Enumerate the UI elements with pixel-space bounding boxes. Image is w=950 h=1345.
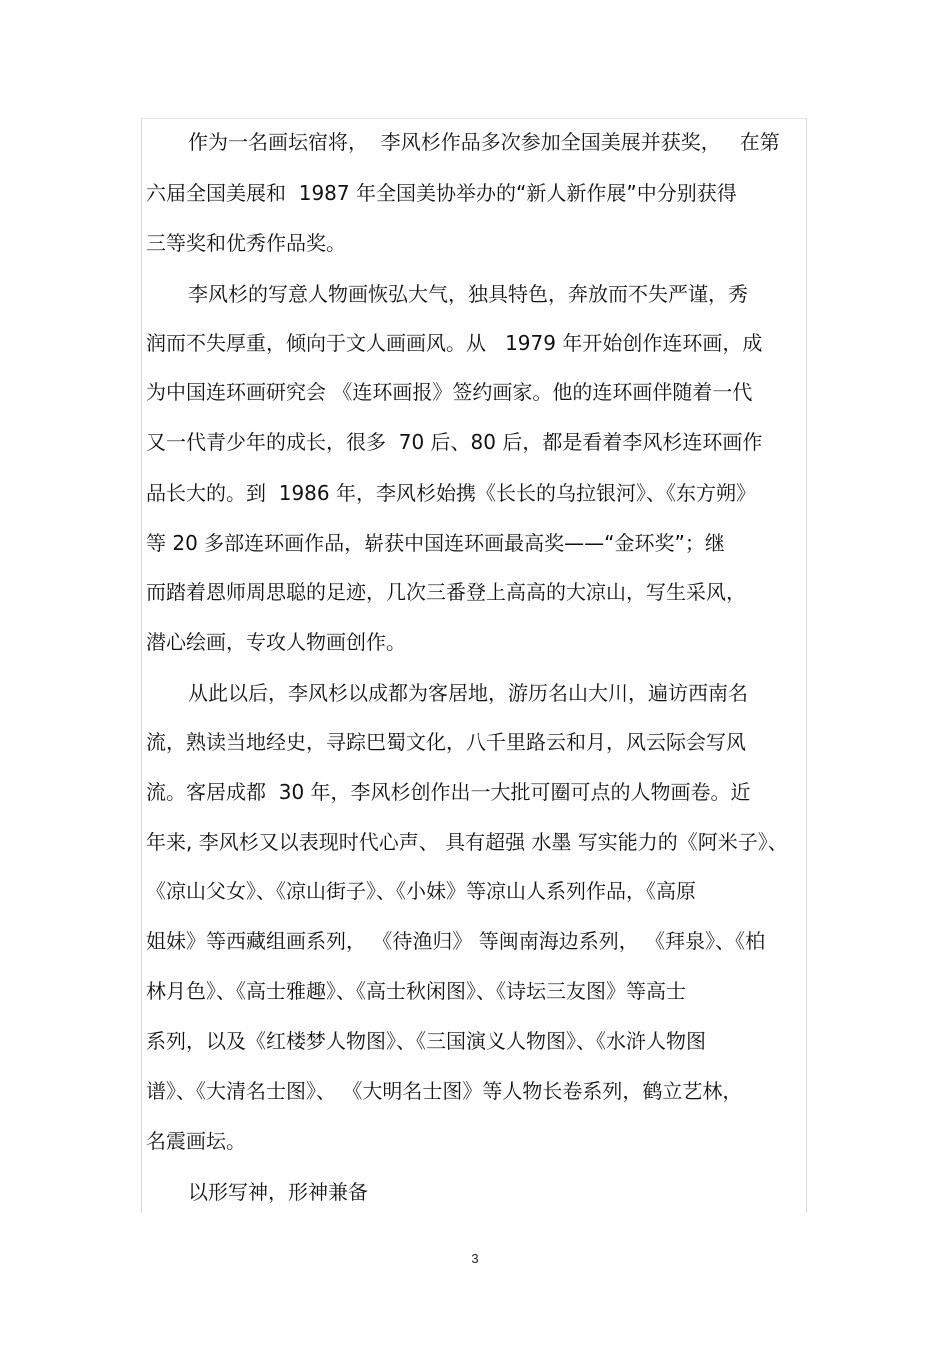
paragraph-2-line-5: 品长大的。到 1986 年，李风杉始携《长长的乌拉银河》、《东方朔》 — [146, 481, 756, 505]
paragraph-3-line-10: 名震画坛。 — [146, 1129, 246, 1153]
paragraph-2-line-4: 又一代青少年的成长，很多 70 后、80 后，都是看着李风杉连环画作 — [146, 430, 763, 454]
frame-left-border — [141, 118, 142, 1213]
paragraph-2-line-3: 为中国连环画研究会 《连环画报》签约画家。他的连环画伴随着一代 — [146, 380, 753, 404]
page-number: 3 — [471, 1251, 479, 1266]
paragraph-3-line-1: 从此以后，李风杉以成都为客居地，游历名山大川，遍访西南名 — [188, 681, 748, 705]
paragraph-1-line-2: 六届全国美展和 1987 年全国美协举办的“新人新作展”中分别获得 — [146, 181, 737, 205]
paragraph-2-line-7: 而踏着恩师周思聪的足迹，几次三番登上高高的大凉山，写生采风， — [146, 580, 746, 604]
paragraph-3-line-2: 流，熟读当地经史，寻踪巴蜀文化，八千里路云和月，风云际会写风 — [146, 730, 746, 754]
paragraph-2-line-6: 等 20 多部连环画作品，崭获中国连环画最高奖——“金环奖”；继 — [146, 531, 725, 555]
paragraph-3-line-8: 系列，以及《红楼梦人物图》、《三国演义人物图》、《水浒人物图 — [146, 1029, 706, 1053]
paragraph-3-line-9: 谱》、《大清名士图》、 《大明名士图》等人物长卷系列，鹤立艺林， — [146, 1079, 743, 1103]
paragraph-1-line-1: 作为一名画坛宿将， 李风杉作品多次参加全国美展并获奖， 在第 — [188, 130, 780, 154]
paragraph-2-line-2: 润而不失厚重，倾向于文人画画风。从 1979 年开始创作连环画，成 — [146, 331, 763, 355]
section-heading: 以形写神，形神兼备 — [188, 1180, 368, 1204]
paragraph-2-line-8: 潜心绘画，专攻人物画创作。 — [146, 630, 406, 654]
frame-right-border — [806, 118, 807, 1213]
frame-top-border — [141, 118, 807, 119]
paragraph-3-line-6: 姐妹》等西藏组画系列， 《待渔归》 等闽南海边系列， 《拜泉》、《柏 — [146, 929, 766, 953]
paragraph-3-line-5: 《凉山父女》、《凉山街子》、《小妹》等凉山人系列作品，《高原 — [146, 879, 696, 903]
paragraph-1-line-3: 三等奖和优秀作品奖。 — [146, 231, 346, 255]
paragraph-3-line-4: 年来, 李风杉又以表现时代心声、 具有超强 水墨 写实能力的《阿米子》、 — [146, 830, 788, 854]
paragraph-3-line-7: 林月色》、《高士雅趣》、《高士秋闲图》、《诗坛三友图》等高士 — [146, 979, 686, 1003]
paragraph-3-line-3: 流。客居成都 30 年，李风杉创作出一大批可圈可点的人物画卷。近 — [146, 780, 751, 804]
paragraph-2-line-1: 李风杉的写意人物画恢弘大气，独具特色，奔放而不失严谨，秀 — [188, 282, 748, 306]
